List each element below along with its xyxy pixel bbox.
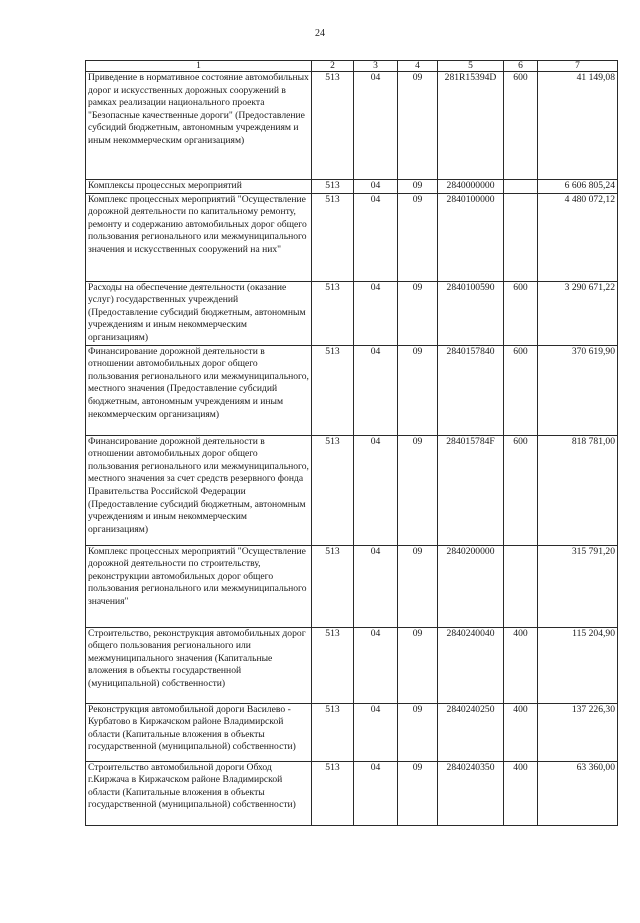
row-expense-type <box>504 180 538 194</box>
row-amount: 315 791,20 <box>538 545 618 627</box>
table-row <box>86 545 618 627</box>
header-row <box>86 61 618 72</box>
row-name: Строительство, реконструкция автомобильных дорог общего пользования регионального или межмуниципального значения (Капитальные вложения в объекты государственной (муниципальной) собственности) <box>86 627 312 703</box>
col-header-7: 7 <box>538 61 618 72</box>
row-target-code: 2840240250 <box>438 703 504 761</box>
row-target-code: 2840240040 <box>438 627 504 703</box>
table-row <box>86 180 618 194</box>
row-amount: 41 149,08 <box>538 72 618 180</box>
row-target-code: 2840240350 <box>438 761 504 825</box>
row-expense-type: 400 <box>504 627 538 703</box>
row-ministry-code: 513 <box>312 703 354 761</box>
row-section-code: 04 <box>354 703 398 761</box>
row-amount: 818 781,00 <box>538 435 618 545</box>
table-row <box>86 72 618 180</box>
row-expense-type <box>504 545 538 627</box>
row-amount: 4 480 072,12 <box>538 193 618 281</box>
table-row <box>86 761 618 825</box>
row-expense-type: 600 <box>504 72 538 180</box>
row-section-code: 04 <box>354 435 398 545</box>
col-header-3: 3 <box>354 61 398 72</box>
row-subsection-code: 09 <box>398 545 438 627</box>
row-section-code: 04 <box>354 180 398 194</box>
row-name: Финансирование дорожной деятельности в отношении автомобильных дорог общего пользования регионального или межмуниципального, местного значения за счет средств резервного фонда Правительства Российской Федерации (Предоставление субсидий бюджетным, автономным учреждениям и иным некоммерческим организациям) <box>86 435 312 545</box>
table-row <box>86 703 618 761</box>
row-target-code: 284015784F <box>438 435 504 545</box>
table-row <box>86 435 618 545</box>
row-amount: 370 619,90 <box>538 345 618 435</box>
row-ministry-code: 513 <box>312 193 354 281</box>
row-section-code: 04 <box>354 545 398 627</box>
row-target-code: 2840100590 <box>438 281 504 345</box>
budget-table <box>85 60 618 826</box>
row-subsection-code: 09 <box>398 180 438 194</box>
row-section-code: 04 <box>354 281 398 345</box>
row-amount: 3 290 671,22 <box>538 281 618 345</box>
row-target-code: 2840100000 <box>438 193 504 281</box>
row-section-code: 04 <box>354 761 398 825</box>
row-name: Строительство автомобильной дороги Обход г.Киржача в Киржачском районе Владимирской области (Капитальные вложения в объекты государственной (муниципальной) собственности) <box>86 761 312 825</box>
table-row <box>86 345 618 435</box>
row-ministry-code: 513 <box>312 281 354 345</box>
page-number: 24 <box>315 28 325 39</box>
row-name: Финансирование дорожной деятельности в отношении автомобильных дорог общего пользования регионального или межмуниципального, местного значения (Предоставление субсидий бюджетным, автономным учреждениям и иным некоммерческим организациям) <box>86 345 312 435</box>
row-subsection-code: 09 <box>398 627 438 703</box>
row-target-code: 281R15394D <box>438 72 504 180</box>
row-ministry-code: 513 <box>312 72 354 180</box>
row-ministry-code: 513 <box>312 545 354 627</box>
row-subsection-code: 09 <box>398 281 438 345</box>
row-expense-type: 600 <box>504 345 538 435</box>
row-name: Комплекс процессных мероприятий "Осуществление дорожной деятельности по капитальному ремонту, ремонту и содержанию автомобильных дорог общего пользования регионального или межмуниципального значения и искусственных сооружений на них" <box>86 193 312 281</box>
row-section-code: 04 <box>354 193 398 281</box>
row-amount: 137 226,30 <box>538 703 618 761</box>
row-subsection-code: 09 <box>398 345 438 435</box>
row-section-code: 04 <box>354 72 398 180</box>
table-row <box>86 193 618 281</box>
row-expense-type: 600 <box>504 435 538 545</box>
row-subsection-code: 09 <box>398 72 438 180</box>
row-subsection-code: 09 <box>398 193 438 281</box>
row-target-code: 2840000000 <box>438 180 504 194</box>
row-subsection-code: 09 <box>398 435 438 545</box>
row-expense-type: 400 <box>504 703 538 761</box>
row-ministry-code: 513 <box>312 180 354 194</box>
row-target-code: 2840157840 <box>438 345 504 435</box>
row-section-code: 04 <box>354 345 398 435</box>
col-header-4: 4 <box>398 61 438 72</box>
col-header-5: 5 <box>438 61 504 72</box>
table-row <box>86 627 618 703</box>
col-header-1: 1 <box>86 61 312 72</box>
row-ministry-code: 513 <box>312 345 354 435</box>
row-target-code: 2840200000 <box>438 545 504 627</box>
row-name: Реконструкция автомобильной дороги Василево - Курбатово в Киржачском районе Владимирской области (Капитальные вложения в объекты государственной (муниципальной) собственности) <box>86 703 312 761</box>
row-ministry-code: 513 <box>312 627 354 703</box>
row-name: Комплекс процессных мероприятий "Осуществление дорожной деятельности по строительству, реконструкции автомобильных дорог общего пользования регионального или межмуниципального значения" <box>86 545 312 627</box>
row-amount: 63 360,00 <box>538 761 618 825</box>
row-name: Приведение в нормативное состояние автомобильных дорог и искусственных дорожных сооружений в рамках реализации национального проекта "Безопасные качественные дороги" (Предоставление субсидий бюджетным, автономным учреждениям и иным некоммерческим организациям) <box>86 72 312 180</box>
table-row <box>86 281 618 345</box>
col-header-2: 2 <box>312 61 354 72</box>
row-amount: 6 606 805,24 <box>538 180 618 194</box>
row-amount: 115 204,90 <box>538 627 618 703</box>
row-subsection-code: 09 <box>398 703 438 761</box>
row-subsection-code: 09 <box>398 761 438 825</box>
col-header-6: 6 <box>504 61 538 72</box>
row-ministry-code: 513 <box>312 761 354 825</box>
row-expense-type: 600 <box>504 281 538 345</box>
row-expense-type: 400 <box>504 761 538 825</box>
row-expense-type <box>504 193 538 281</box>
row-section-code: 04 <box>354 627 398 703</box>
row-name: Расходы на обеспечение деятельности (оказание услуг) государственных учреждений (Предоставление субсидий бюджетным, автономным учреждениям и иным некоммерческим организациям) <box>86 281 312 345</box>
row-ministry-code: 513 <box>312 435 354 545</box>
row-name: Комплексы процессных мероприятий <box>86 180 312 194</box>
